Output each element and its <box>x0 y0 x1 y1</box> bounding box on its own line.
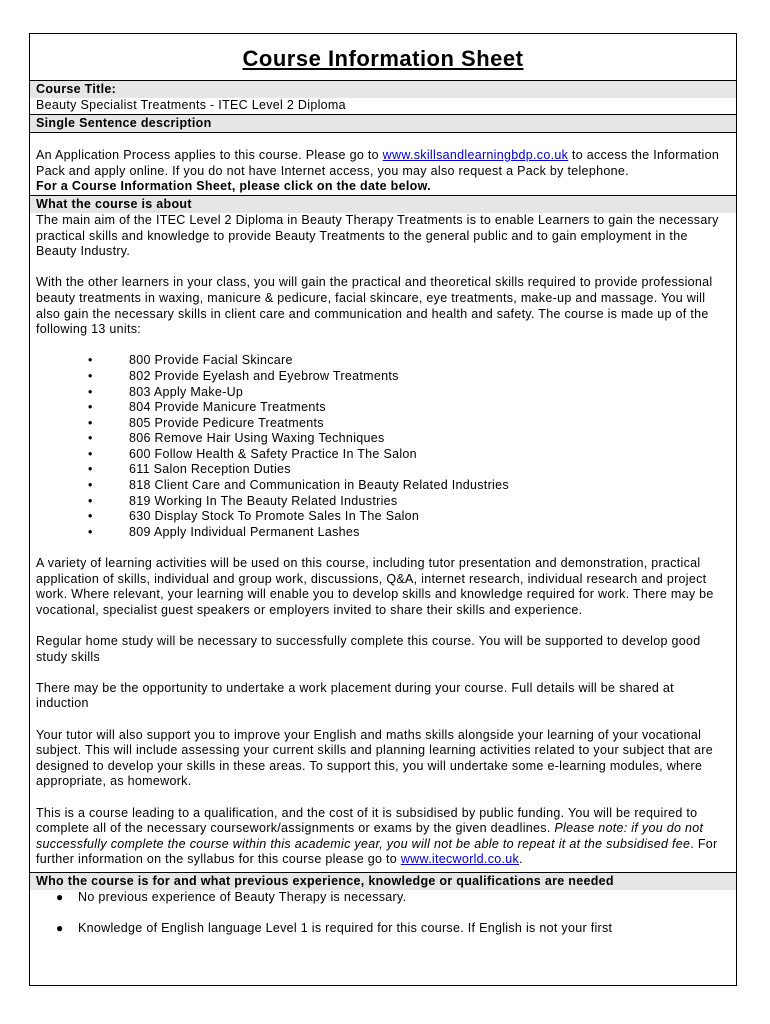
bullet-icon: • <box>88 353 93 368</box>
bullet-icon: • <box>88 415 93 430</box>
course-title-label: Course Title: <box>30 81 736 98</box>
about-paragraph-6: Your tutor will also support you to improve your English and maths skills alongside your learning of your vocational subject. This will include assessing your current skills and planning learning activities related to your subject that are designed to develop your skills in these areas. To support this, you will undertake some e-learning modules, where appropriate, as homework. <box>36 727 713 789</box>
list-item: • 630 Display Stock To Promote Sales In The Salon <box>88 509 420 524</box>
skills-and-learning-link[interactable]: www.skillsandlearningbdp.co.uk <box>382 148 569 163</box>
units-list <box>36 353 730 540</box>
application-section <box>30 133 736 195</box>
list-item: • 818 Client Care and Communication in Beauty Related Industries <box>88 478 509 493</box>
bullet-icon: • <box>88 462 93 477</box>
about-paragraph-4: Regular home study will be necessary to successfully complete this course. You will be supported to develop good study skills <box>36 634 701 664</box>
course-info-sheet-instruction: For a Course Information Sheet, please click on the date below. <box>36 179 431 194</box>
bullet-icon: • <box>88 400 93 415</box>
list-item: • 600 Follow Health & Safety Practice In The Salon <box>88 446 417 461</box>
bullet-icon: • <box>88 524 93 539</box>
single-sentence-label: Single Sentence description <box>30 115 736 132</box>
bullet-icon: • <box>88 478 93 493</box>
about-paragraph-3: A variety of learning activities will be used on this course, including tutor presentation and demonstration, practical application of skills, individual and group work, discussions, Q&A, internet research, individual research and project work. Where relevant, your learning will enable you to develop skills and knowledge required for work. There may be vocational, specialist guest speakers or employers invited to share their skills and experience. <box>36 556 714 617</box>
bullet-icon: • <box>88 431 93 446</box>
bullet-icon: • <box>88 384 93 399</box>
list-item: • 804 Provide Manicure Treatments <box>88 400 326 415</box>
list-item: ● No previous experience of Beauty Therapy is necessary. <box>56 889 407 904</box>
application-paragraph: An Application Process applies to this course. Please go to www.skillsandlearningbdp.co.uk to access the Information Pack and apply online. If you do not have Internet access, you may also request a Pack by telephone. <box>36 148 720 178</box>
itecworld-link[interactable]: www.itecworld.co.uk <box>400 852 520 867</box>
subsidised-fee-note: Please note: if you do not successfully complete the course within this academic year, you will not be able to repeat it at the subsidised fee <box>36 821 704 851</box>
bullet-icon: • <box>88 368 93 383</box>
list-item: • 805 Provide Pedicure Treatments <box>88 415 324 430</box>
course-title-value: Beauty Specialist Treatments - ITEC Level 2 Diploma <box>36 98 346 112</box>
about-label: What the course is about <box>30 196 736 213</box>
list-item: • 809 Apply Individual Permanent Lashes <box>88 524 360 539</box>
who-section <box>30 890 736 937</box>
bullet-icon: • <box>88 509 93 524</box>
about-paragraph-7: This is a course leading to a qualification, and the cost of it is subsidised by public funding. You will be required to complete all of the necessary coursework/assignments or exams by the given deadlines. Please note: if you do not successfully complete the course within this academic year, you will not be able to repeat it at the subsidised fee. For further information on the syllabus for this course please go to www.itecworld.co.uk. <box>36 805 718 867</box>
bullet-icon: • <box>88 446 93 461</box>
who-label: Who the course is for and what previous experience, knowledge or qualifications are needed <box>30 873 736 890</box>
list-item: • 800 Provide Facial Skincare <box>88 353 293 368</box>
about-section <box>30 213 736 868</box>
requirements-list <box>30 890 736 937</box>
list-item: • 802 Provide Eyelash and Eyebrow Treatments <box>88 368 399 383</box>
bullet-icon: ● <box>56 921 64 936</box>
list-item: ● Knowledge of English language Level 1 is required for this course. If English is not your first <box>56 921 613 936</box>
about-paragraph-5: There may be the opportunity to undertake a work placement during your course. Full details will be shared at induction <box>36 680 674 711</box>
page-title: Course Information Sheet <box>242 46 524 71</box>
list-item: • 806 Remove Hair Using Waxing Techniques <box>88 431 385 446</box>
list-item: • 803 Apply Make-Up <box>88 384 244 399</box>
bullet-icon: ● <box>56 889 64 904</box>
bullet-icon: • <box>88 493 93 508</box>
about-paragraph-1: The main aim of the ITEC Level 2 Diploma in Beauty Therapy Treatments is to enable Learners to gain the necessary practical skills and knowledge to provide Beauty Treatments to the general public and to gain employment in the Beauty Industry. <box>36 212 719 259</box>
list-item: • 819 Working In The Beauty Related Industries <box>88 493 398 508</box>
about-paragraph-2: With the other learners in your class, you will gain the practical and theoretical skills required to provide professional beauty treatments in waxing, manicure & pedicure, facial skincare, eye treatments, make-up and massage. You will also gain the necessary skills in client care and communication and health and safety. The course is made up of the following 13 units: <box>36 275 713 337</box>
course-information-sheet <box>29 33 737 986</box>
list-item: • 611 Salon Reception Duties <box>88 462 291 477</box>
